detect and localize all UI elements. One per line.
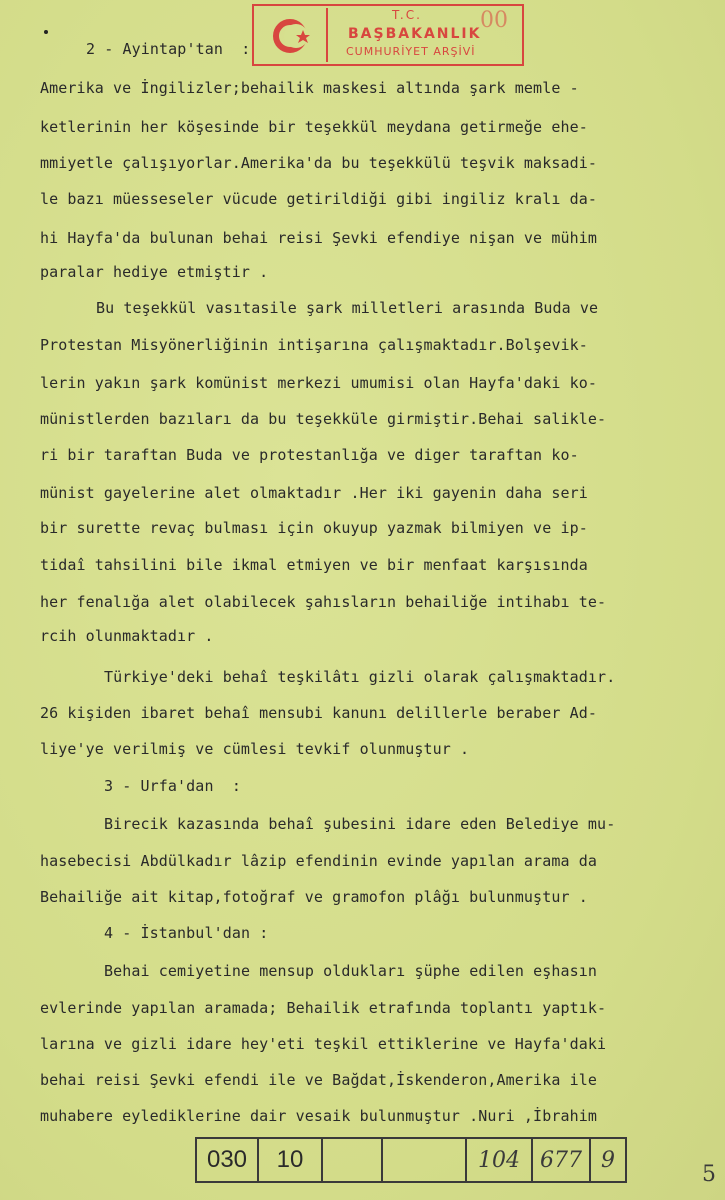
reference-box: 677: [533, 1139, 591, 1181]
text-line: mmiyetle çalışıyorlar.Amerika'da bu teşekkülü teşvik maksadi-: [40, 154, 597, 172]
reference-box: 10: [259, 1139, 323, 1181]
reference-box: [383, 1139, 467, 1181]
stamp-line-1: T.C.: [392, 8, 422, 22]
crescent-star-icon: [272, 14, 312, 58]
text-line: Birecik kazasında behaî şubesini idare eden Belediye mu-: [104, 815, 616, 833]
text-line: her fenalığa alet olabilecek şahısların behailiğe intihabı te-: [40, 593, 607, 611]
text-line: Behai cemiyetine mensup oldukları şüphe edilen eşhasın: [104, 962, 598, 980]
text-line: rcih olunmaktadır .: [40, 627, 214, 645]
text-line: Bu teşekkül vasıtasile şark milletleri arasında Buda ve: [96, 299, 599, 317]
stamp-line-3: CUMHURİYET ARŞİVİ: [346, 45, 476, 58]
text-line: liye'ye verilmiş ve cümlesi tevkif olunmuştur .: [40, 740, 470, 758]
text-line: 26 kişiden ibaret behaî mensubi kanunı delillerle beraber Ad-: [40, 704, 597, 722]
reference-box: 9: [601, 1147, 615, 1173]
text-line: lerin yakın şark komünist merkezi umumisi olan Hayfa'daki ko-: [40, 374, 597, 392]
stamp-number: 00: [480, 8, 508, 33]
text-line: münist gayelerine alet olmaktadır .Her iki gayenin daha seri: [40, 484, 588, 502]
text-line: ketlerinin her köşesinde bir teşekkül meydana getirmeğe ehe-: [40, 118, 588, 136]
text-line: evlerinde yapılan aramada; Behailik etrafında toplantı yaptık-: [40, 999, 607, 1017]
archive-stamp: [252, 4, 524, 66]
archive-reference-boxes: [195, 1137, 627, 1183]
ink-dot: [44, 30, 48, 34]
text-line: Türkiye'deki behaî teşkilâtı gizli olarak çalışmaktadır.: [104, 668, 616, 686]
text-line: larına ve gizli idare hey'eti teşkil ettiklerine ve Hayfa'daki: [40, 1035, 607, 1053]
text-line: münistlerden bazıları da bu teşekküle girmiştir.Behai salikle-: [40, 410, 607, 428]
text-line: 4 - İstanbul'dan :: [104, 924, 269, 942]
text-line: Amerika ve İngilizler;behailik maskesi altında şark memle -: [40, 79, 579, 97]
reference-box: [323, 1139, 383, 1181]
text-line: hi Hayfa'da bulunan behai reisi Şevki efendiye nişan ve mühim: [40, 229, 597, 247]
text-line: behai reisi Şevki efendi ile ve Bağdat,İskenderon,Amerika ile: [40, 1071, 597, 1089]
text-line: bir surette revaç bulması için okuyup yazmak bilmiyen ve ip-: [40, 519, 588, 537]
text-line: hasebecisi Abdülkadır lâzip efendinin evinde yapılan arama da: [40, 852, 597, 870]
text-line: Behailiğe ait kitap,fotoğraf ve gramofon plâğı bulunmuştur .: [40, 888, 588, 906]
text-line: 3 - Urfa'dan :: [104, 777, 241, 795]
page-number: 5: [702, 1162, 716, 1187]
text-line: tidaî tahsilini bile ikmal etmiyen ve bir menfaat karşısında: [40, 556, 588, 574]
text-line: le bazı müesseseler vücude getirildiği gibi ingiliz kralı da-: [40, 190, 597, 208]
text-line: muhabere eylediklerine dair vesaik bulunmuştur .Nuri ,İbrahim: [40, 1107, 597, 1125]
reference-box: 030: [197, 1139, 259, 1181]
stamp-divider: [326, 8, 328, 62]
text-line: paralar hediye etmiştir .: [40, 263, 269, 281]
text-line: 2 - Ayintap'tan :: [86, 40, 251, 58]
text-line: Protestan Misyönerliğinin intişarına çalışmaktadır.Bolşevik-: [40, 336, 588, 354]
reference-box: 104: [467, 1139, 533, 1181]
text-line: ri bir taraftan Buda ve protestanlığa ve diger taraftan ko-: [40, 446, 579, 464]
stamp-line-2: BAŞBAKANLIK: [348, 26, 482, 42]
